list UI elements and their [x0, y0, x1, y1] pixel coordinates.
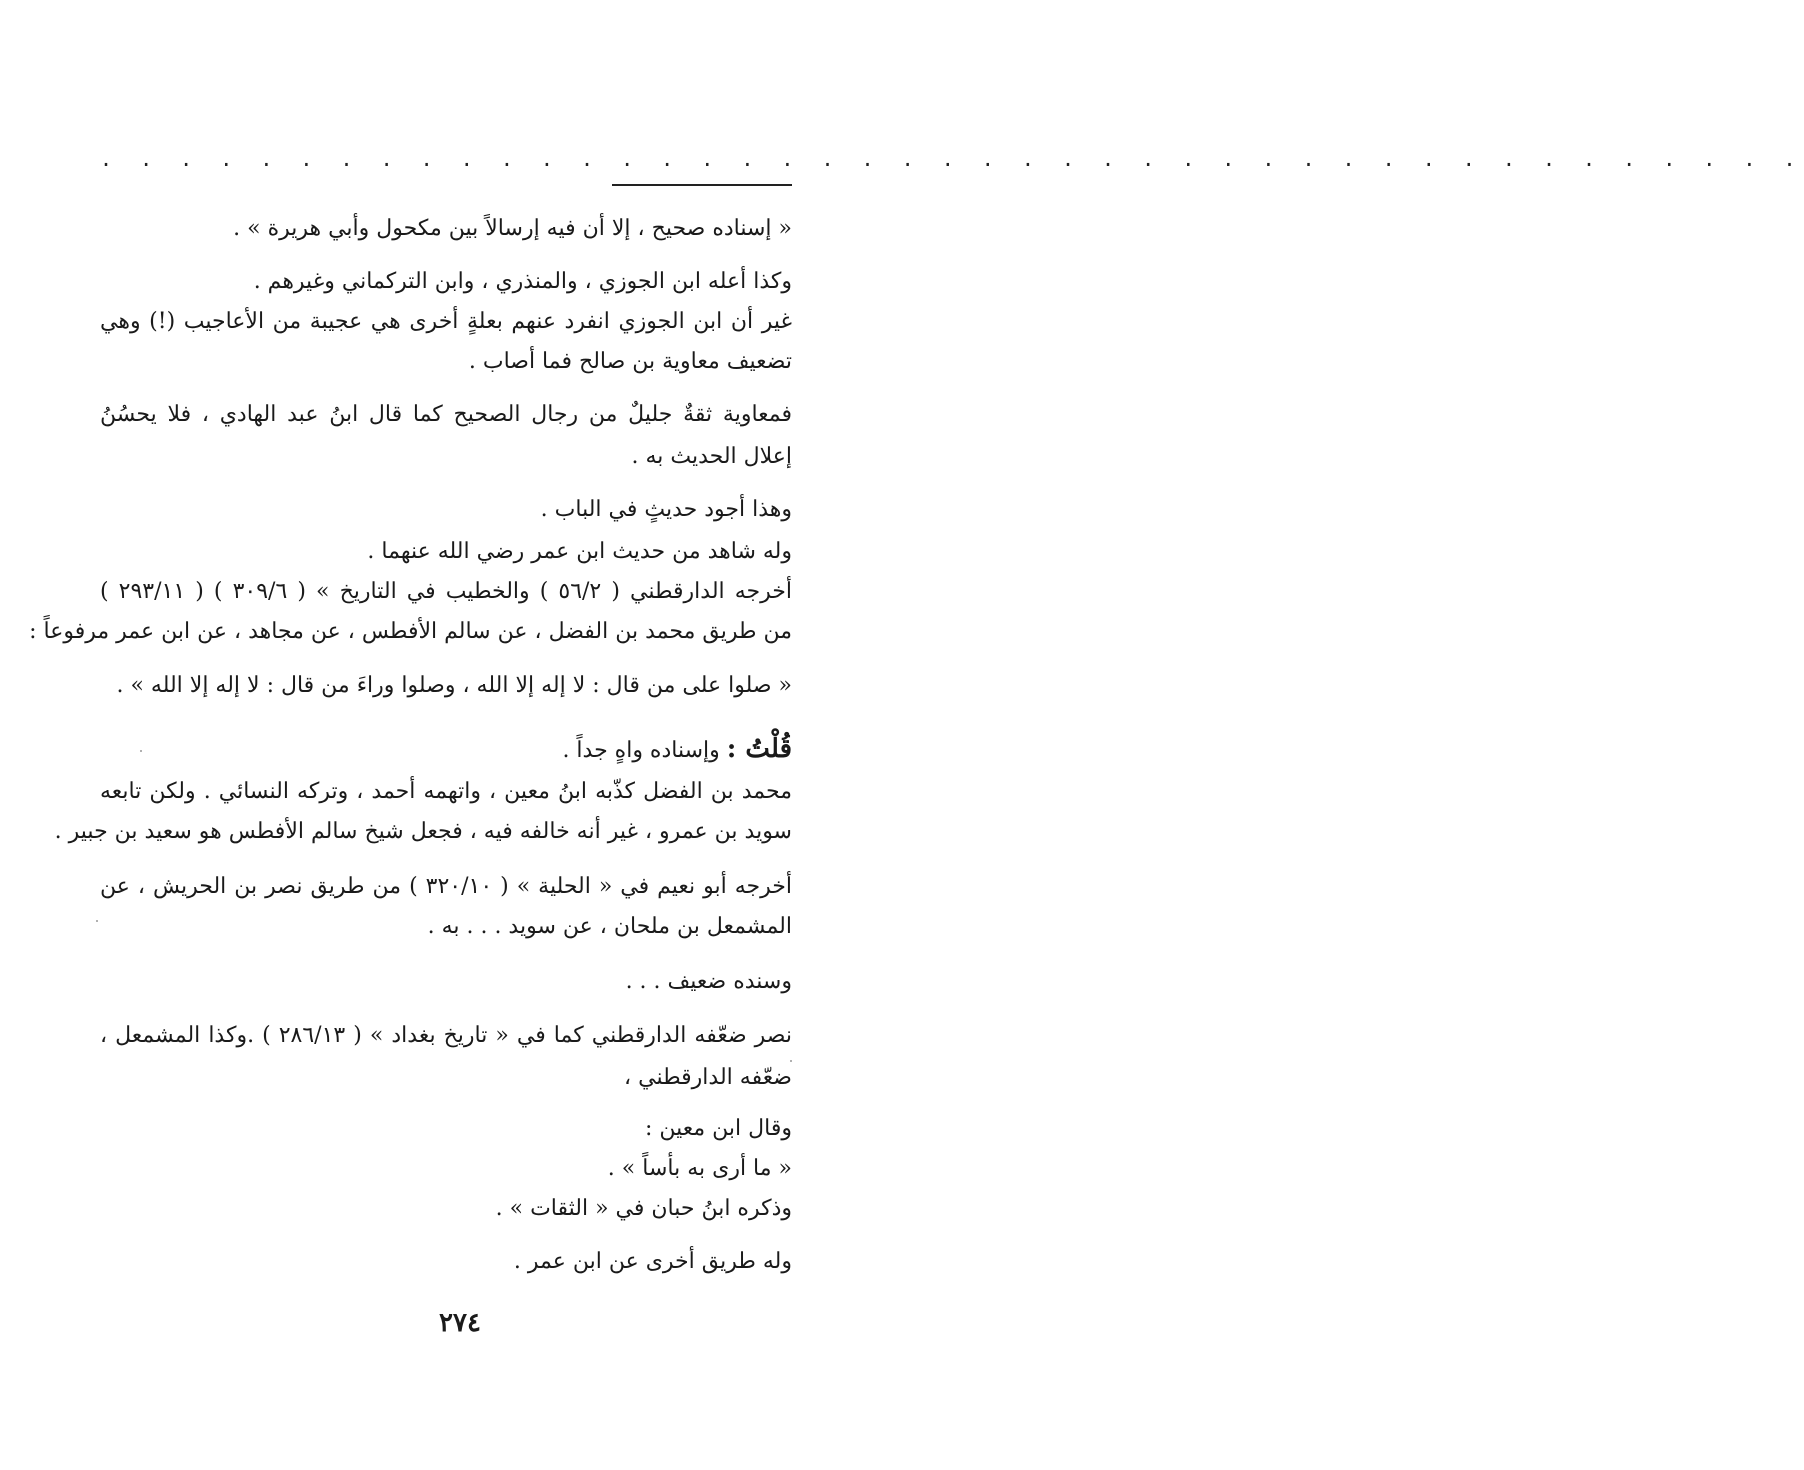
qult-text: وإسناده واهٍ جداً .	[562, 738, 720, 763]
scan-speck	[140, 750, 142, 752]
text-line: وله طريق أخرى عن ابن عمر .	[513, 1249, 792, 1274]
qult-heading: قُلْتُ :	[726, 734, 792, 764]
text-line: « إسناده صحيح ، إلا أن فيه إرسالاً بين مكحول وأبي هريرة » .	[233, 216, 792, 241]
text-line: نصر ضعّفه الدارقطني كما في « تاريخ بغداد » ( ٢٨٦/١٣ ) .وكذا المشمعل ،	[100, 1023, 792, 1048]
text-line: وسنده ضعيف . . .	[625, 969, 792, 994]
text-line: المشمعل بن ملحان ، عن سويد . . . به .	[427, 914, 792, 939]
text-line: غير أن ابن الجوزي انفرد عنهم بعلةٍ أخرى هي عجيبة من الأعاجيب (!) وهي	[100, 309, 793, 334]
text-line: محمد بن الفضل كذّبه ابنُ معين ، واتهمه أحمد ، وتركه النسائي . ولكن تابعه	[100, 779, 792, 804]
text-line: وكذا أعله ابن الجوزي ، والمنذري ، وابن التركماني وغيرهم .	[253, 269, 792, 294]
dotted-separator: . . . . . . . . . . . . . . . . . . . . . . . . . . . . . . . . . . . . . . . . . . .	[100, 147, 1804, 171]
text-line: « ما أرى به بأساً » .	[607, 1156, 792, 1181]
scan-speck	[790, 1060, 792, 1062]
footnote-rule	[612, 184, 792, 186]
text-line: وهذا أجود حديثٍ في الباب .	[540, 497, 792, 522]
text-line: وقال ابن معين :	[645, 1116, 792, 1141]
text-line: ضعّفه الدارقطني ،	[624, 1065, 792, 1090]
text-line: سويد بن عمرو ، غير أنه خالفه فيه ، فجعل شيخ سالم الأفطس هو سعيد بن جبير .	[54, 819, 792, 844]
text-line: فمعاوية ثقةٌ جليلٌ من رجال الصحيح كما قال ابنُ عبد الهادي ، فلا يحسُنُ	[100, 402, 792, 427]
text-line: تضعيف معاوية بن صالح فما أصاب .	[468, 349, 792, 374]
text-line: وله شاهد من حديث ابن عمر رضي الله عنهما .	[367, 539, 792, 564]
text-line: وذكره ابنُ حبان في « الثقات » .	[495, 1196, 792, 1221]
text-line: « صلوا على من قال : لا إله إلا الله ، وصلوا وراءَ من قال : لا إله إلا الله » .	[116, 673, 792, 698]
scan-speck	[96, 920, 98, 922]
qult-line	[562, 733, 792, 767]
text-line: إعلال الحديث به .	[631, 444, 792, 469]
page-number: ٢٧٤	[439, 1308, 481, 1338]
text-line: من طريق محمد بن الفضل ، عن سالم الأفطس ، عن مجاهد ، عن ابن عمر مرفوعاً :	[29, 619, 792, 644]
text-line: أخرجه أبو نعيم في « الحلية » ( ٣٢٠/١٠ ) من طريق نصر بن الحريش ، عن	[100, 874, 792, 899]
text-line: أخرجه الدارقطني ( ٥٦/٢ ) والخطيب في التاريخ » ( ٣٠٩/٦ ) ( ٢٩٣/١١ )	[100, 579, 792, 604]
